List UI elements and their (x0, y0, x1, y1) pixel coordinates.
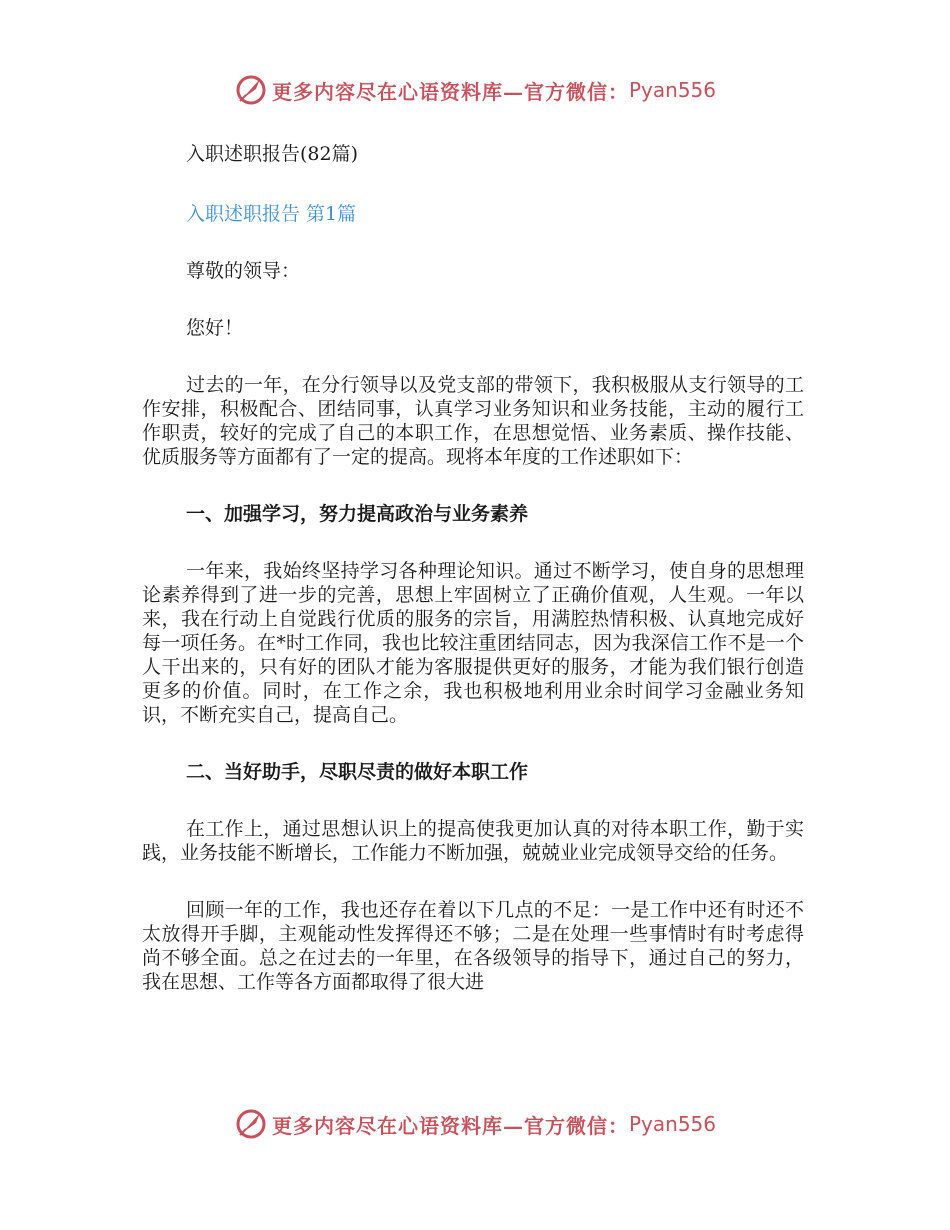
document-title: 入职述职报告(82篇) (186, 143, 359, 165)
header-banner (0, 70, 950, 110)
section-subtitle: 入职述职报告 第1篇 (186, 203, 357, 225)
heading-2: 二、当好助手，尽职尽责的做好本职工作 (186, 761, 529, 783)
greeting: 您好！ (186, 317, 244, 339)
footer-banner (0, 1104, 950, 1144)
quill-pen-icon (234, 73, 268, 107)
heading-1: 一、加强学习，努力提高政治与业务素养 (186, 503, 529, 525)
salutation: 尊敬的领导： (186, 260, 301, 282)
banner-wechat-id: Pyan556 (628, 1112, 716, 1136)
paragraph-3: 回顾一年的工作，我也还存在着以下几点的不足：一是工作中还有时还不太放得开手脚，主观能动性发挥得还不够；二是在处理一些事情时有时考虑得尚不够全面。总之在过去的一年里，在各级领导的指导下，通过自己的努力，我在思想、工作等各方面都取得了很大进 (142, 899, 804, 993)
document-body (142, 138, 804, 994)
paragraph-2: 在工作上，通过思想认识上的提高使我更加认真的对待本职工作，勤于实践，业务技能不断增长，工作能力不断加强，兢兢业业完成领导交给的任务。 (142, 818, 804, 864)
quill-pen-icon (234, 1107, 268, 1141)
banner-text: 更多内容尽在心语资料库—官方微信： (271, 1113, 629, 1138)
paragraph-1: 一年来，我始终坚持学习各种理论知识。通过不断学习，使自身的思想理论素养得到了进一步的完善，思想上牢固树立了正确价值观，人生观。一年以来，我在行动上自觉践行优质的服务的宗旨，用满腔热情积极、认真地完成好每一项任务。在*时工作同，我也比较注重团结同志，因为我深信工作不是一个人干出来的，只有好的团队才能为客服提供更好的服务，才能为我们银行创造更多的价值。同时，在工作之余，我也积极地利用业余时间学习金融业务知识，不断充实自己，提高自己。 (142, 560, 804, 726)
banner-wechat-id: Pyan556 (628, 78, 716, 102)
intro-paragraph: 过去的一年，在分行领导以及党支部的带领下，我积极服从支行领导的工作安排，积极配合、团结同事，认真学习业务知识和业务技能，主动的履行工作职责，较好的完成了自己的本职工作，在思想觉悟、业务素质、操作技能、优质服务等方面都有了一定的提高。现将本年度的工作述职如下： (142, 374, 804, 468)
banner-text: 更多内容尽在心语资料库—官方微信： (271, 79, 629, 104)
